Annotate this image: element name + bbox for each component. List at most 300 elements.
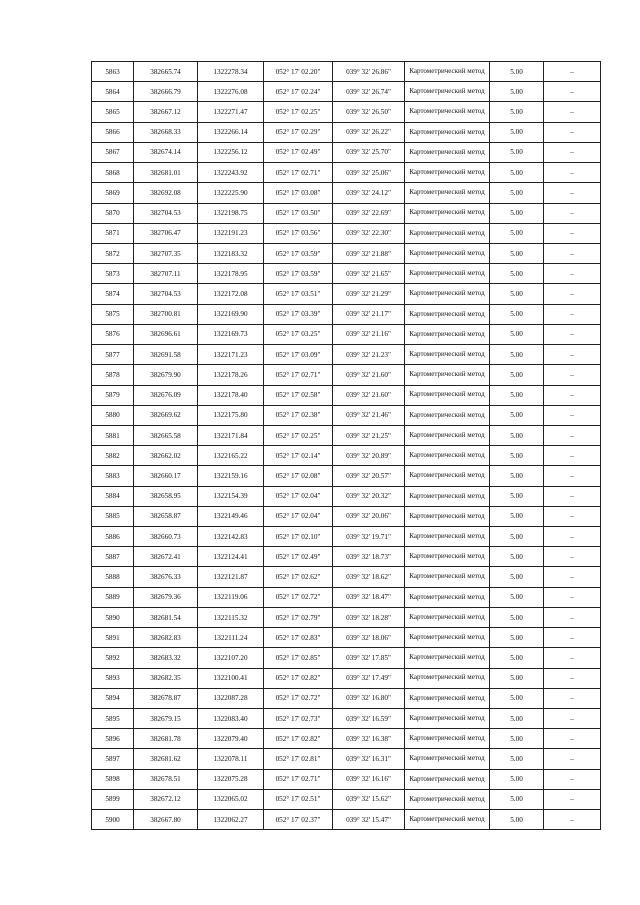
method-cell: Картометрический метод — [405, 284, 490, 304]
longitude-cell: 039° 32' 16.31" — [333, 749, 405, 769]
table-row — [92, 446, 601, 466]
coord-x-cell: 382658.87 — [134, 506, 198, 526]
longitude-cell: 039° 32' 21.88" — [333, 243, 405, 263]
table-row — [92, 82, 601, 102]
precision-cell: 5.00 — [490, 466, 544, 486]
method-cell: Картометрический метод — [405, 304, 490, 324]
precision-cell: 5.00 — [490, 284, 544, 304]
dash-cell: – — [544, 446, 601, 466]
precision-cell: 5.00 — [490, 607, 544, 627]
table-row — [92, 345, 601, 365]
coord-x-cell: 382662.02 — [134, 446, 198, 466]
coord-x-cell: 382665.58 — [134, 425, 198, 445]
point-number-cell: 5888 — [92, 567, 134, 587]
coord-x-cell: 382678.87 — [134, 688, 198, 708]
longitude-cell: 039° 32' 26.22" — [333, 122, 405, 142]
coord-x-cell: 382660.17 — [134, 466, 198, 486]
dash-cell: – — [544, 102, 601, 122]
point-number-cell: 5882 — [92, 446, 134, 466]
precision-cell: 5.00 — [490, 102, 544, 122]
table-row — [92, 607, 601, 627]
dash-cell: – — [544, 628, 601, 648]
coord-y-cell: 1322178.40 — [198, 385, 264, 405]
longitude-cell: 039° 32' 15.47" — [333, 810, 405, 830]
precision-cell: 5.00 — [490, 365, 544, 385]
precision-cell: 5.00 — [490, 628, 544, 648]
point-number-cell: 5873 — [92, 264, 134, 284]
point-number-cell: 5863 — [92, 62, 134, 82]
point-number-cell: 5896 — [92, 729, 134, 749]
coord-y-cell: 1322111.24 — [198, 628, 264, 648]
dash-cell: – — [544, 243, 601, 263]
longitude-cell: 039° 32' 20.57" — [333, 466, 405, 486]
method-cell: Картометрический метод — [405, 810, 490, 830]
coord-y-cell: 1322119.06 — [198, 587, 264, 607]
precision-cell: 5.00 — [490, 668, 544, 688]
table-row — [92, 648, 601, 668]
table-row — [92, 264, 601, 284]
point-number-cell: 5893 — [92, 668, 134, 688]
table-row — [92, 688, 601, 708]
coord-x-cell: 382666.79 — [134, 82, 198, 102]
dash-cell: – — [544, 547, 601, 567]
longitude-cell: 039° 32' 25.06" — [333, 163, 405, 183]
coord-y-cell: 1322142.83 — [198, 527, 264, 547]
precision-cell: 5.00 — [490, 648, 544, 668]
table-row — [92, 810, 601, 830]
coord-y-cell: 1322154.39 — [198, 486, 264, 506]
coord-x-cell: 382674.14 — [134, 142, 198, 162]
table-row — [92, 486, 601, 506]
coord-y-cell: 1322172.08 — [198, 284, 264, 304]
coord-x-cell: 382696.61 — [134, 324, 198, 344]
latitude-cell: 052° 17' 02.24" — [264, 82, 333, 102]
table-row — [92, 284, 601, 304]
dash-cell: – — [544, 567, 601, 587]
latitude-cell: 052° 17' 03.09" — [264, 345, 333, 365]
latitude-cell: 052° 17' 02.79" — [264, 607, 333, 627]
coord-y-cell: 1322124.41 — [198, 547, 264, 567]
coord-x-cell: 382683.32 — [134, 648, 198, 668]
precision-cell: 5.00 — [490, 223, 544, 243]
method-cell: Картометрический метод — [405, 62, 490, 82]
coord-y-cell: 1322065.02 — [198, 789, 264, 809]
coord-y-cell: 1322159.16 — [198, 466, 264, 486]
table-row — [92, 122, 601, 142]
longitude-cell: 039° 32' 21.29" — [333, 284, 405, 304]
coord-y-cell: 1322083.40 — [198, 709, 264, 729]
coord-x-cell: 382672.12 — [134, 789, 198, 809]
latitude-cell: 052° 17' 02.04" — [264, 506, 333, 526]
coord-y-cell: 1322243.92 — [198, 163, 264, 183]
precision-cell: 5.00 — [490, 688, 544, 708]
latitude-cell: 052° 17' 03.08" — [264, 183, 333, 203]
precision-cell: 5.00 — [490, 345, 544, 365]
longitude-cell: 039° 32' 16.38" — [333, 729, 405, 749]
precision-cell: 5.00 — [490, 709, 544, 729]
table-row — [92, 304, 601, 324]
point-number-cell: 5878 — [92, 365, 134, 385]
method-cell: Картометрический метод — [405, 142, 490, 162]
table-row — [92, 709, 601, 729]
longitude-cell: 039° 32' 25.70" — [333, 142, 405, 162]
longitude-cell: 039° 32' 20.06" — [333, 506, 405, 526]
latitude-cell: 052° 17' 02.82" — [264, 729, 333, 749]
coord-y-cell: 1322087.28 — [198, 688, 264, 708]
point-number-cell: 5879 — [92, 385, 134, 405]
coord-y-cell: 1322075.28 — [198, 769, 264, 789]
method-cell: Картометрический метод — [405, 82, 490, 102]
latitude-cell: 052° 17' 02.71" — [264, 163, 333, 183]
dash-cell: – — [544, 527, 601, 547]
coord-x-cell: 382676.09 — [134, 385, 198, 405]
point-number-cell: 5898 — [92, 769, 134, 789]
latitude-cell: 052° 17' 02.49" — [264, 547, 333, 567]
latitude-cell: 052° 17' 02.51" — [264, 789, 333, 809]
coord-x-cell: 382681.54 — [134, 607, 198, 627]
longitude-cell: 039° 32' 18.28" — [333, 607, 405, 627]
longitude-cell: 039° 32' 26.86" — [333, 62, 405, 82]
method-cell: Картометрический метод — [405, 648, 490, 668]
latitude-cell: 052° 17' 03.59" — [264, 243, 333, 263]
coord-x-cell: 382707.35 — [134, 243, 198, 263]
dash-cell: – — [544, 324, 601, 344]
table-row — [92, 466, 601, 486]
coord-y-cell: 1322115.32 — [198, 607, 264, 627]
coord-y-cell: 1322079.40 — [198, 729, 264, 749]
precision-cell: 5.00 — [490, 567, 544, 587]
latitude-cell: 052° 17' 02.58" — [264, 385, 333, 405]
longitude-cell: 039° 32' 20.89" — [333, 446, 405, 466]
coord-y-cell: 1322266.14 — [198, 122, 264, 142]
dash-cell: – — [544, 122, 601, 142]
dash-cell: – — [544, 607, 601, 627]
longitude-cell: 039° 32' 18.73" — [333, 547, 405, 567]
latitude-cell: 052° 17' 02.71" — [264, 365, 333, 385]
table-row — [92, 749, 601, 769]
latitude-cell: 052° 17' 02.81" — [264, 749, 333, 769]
precision-cell: 5.00 — [490, 324, 544, 344]
coord-y-cell: 1322191.23 — [198, 223, 264, 243]
dash-cell: – — [544, 385, 601, 405]
table-row — [92, 567, 601, 587]
coord-y-cell: 1322183.32 — [198, 243, 264, 263]
point-number-cell: 5872 — [92, 243, 134, 263]
dash-cell: – — [544, 203, 601, 223]
table-row — [92, 223, 601, 243]
table-row — [92, 142, 601, 162]
longitude-cell: 039° 32' 24.12" — [333, 183, 405, 203]
point-number-cell: 5870 — [92, 203, 134, 223]
coord-x-cell: 382682.83 — [134, 628, 198, 648]
dash-cell: – — [544, 142, 601, 162]
dash-cell: – — [544, 264, 601, 284]
table-row — [92, 506, 601, 526]
method-cell: Картометрический метод — [405, 506, 490, 526]
coord-y-cell: 1322175.80 — [198, 405, 264, 425]
method-cell: Картометрический метод — [405, 345, 490, 365]
longitude-cell: 039° 32' 26.50" — [333, 102, 405, 122]
point-number-cell: 5874 — [92, 284, 134, 304]
latitude-cell: 052° 17' 03.50" — [264, 203, 333, 223]
point-number-cell: 5866 — [92, 122, 134, 142]
point-number-cell: 5881 — [92, 425, 134, 445]
table-row — [92, 668, 601, 688]
point-number-cell: 5895 — [92, 709, 134, 729]
table-row — [92, 243, 601, 263]
coord-x-cell: 382692.08 — [134, 183, 198, 203]
latitude-cell: 052° 17' 02.08" — [264, 466, 333, 486]
dash-cell: – — [544, 304, 601, 324]
latitude-cell: 052° 17' 02.73" — [264, 709, 333, 729]
point-number-cell: 5877 — [92, 345, 134, 365]
method-cell: Картометрический метод — [405, 385, 490, 405]
dash-cell: – — [544, 789, 601, 809]
coord-y-cell: 1322062.27 — [198, 810, 264, 830]
dash-cell: – — [544, 709, 601, 729]
dash-cell: – — [544, 466, 601, 486]
coord-x-cell: 382679.36 — [134, 587, 198, 607]
precision-cell: 5.00 — [490, 486, 544, 506]
table-row — [92, 729, 601, 749]
longitude-cell: 039° 32' 21.16" — [333, 324, 405, 344]
longitude-cell: 039° 32' 21.60" — [333, 385, 405, 405]
coord-x-cell: 382660.73 — [134, 527, 198, 547]
coord-y-cell: 1322278.34 — [198, 62, 264, 82]
latitude-cell: 052° 17' 02.25" — [264, 102, 333, 122]
point-number-cell: 5884 — [92, 486, 134, 506]
point-number-cell: 5900 — [92, 810, 134, 830]
coord-x-cell: 382667.12 — [134, 102, 198, 122]
dash-cell: – — [544, 506, 601, 526]
precision-cell: 5.00 — [490, 304, 544, 324]
coord-x-cell: 382676.33 — [134, 567, 198, 587]
point-number-cell: 5892 — [92, 648, 134, 668]
latitude-cell: 052° 17' 02.10" — [264, 527, 333, 547]
coord-y-cell: 1322178.95 — [198, 264, 264, 284]
coord-y-cell: 1322256.12 — [198, 142, 264, 162]
table-row — [92, 587, 601, 607]
coord-y-cell: 1322178.26 — [198, 365, 264, 385]
precision-cell: 5.00 — [490, 749, 544, 769]
table-row — [92, 102, 601, 122]
latitude-cell: 052° 17' 02.82" — [264, 668, 333, 688]
method-cell: Картометрический метод — [405, 729, 490, 749]
coord-x-cell: 382700.81 — [134, 304, 198, 324]
latitude-cell: 052° 17' 02.37" — [264, 810, 333, 830]
longitude-cell: 039° 32' 20.32" — [333, 486, 405, 506]
point-number-cell: 5883 — [92, 466, 134, 486]
dash-cell: – — [544, 405, 601, 425]
dash-cell: – — [544, 345, 601, 365]
coord-y-cell: 1322225.90 — [198, 183, 264, 203]
latitude-cell: 052° 17' 02.72" — [264, 688, 333, 708]
dash-cell: – — [544, 365, 601, 385]
precision-cell: 5.00 — [490, 142, 544, 162]
longitude-cell: 039° 32' 16.59" — [333, 709, 405, 729]
precision-cell: 5.00 — [490, 547, 544, 567]
point-number-cell: 5871 — [92, 223, 134, 243]
precision-cell: 5.00 — [490, 789, 544, 809]
precision-cell: 5.00 — [490, 62, 544, 82]
method-cell: Картометрический метод — [405, 264, 490, 284]
method-cell: Картометрический метод — [405, 243, 490, 263]
coord-y-cell: 1322100.41 — [198, 668, 264, 688]
longitude-cell: 039° 32' 19.71" — [333, 527, 405, 547]
table-row — [92, 769, 601, 789]
latitude-cell: 052° 17' 02.72" — [264, 587, 333, 607]
table-row — [92, 789, 601, 809]
dash-cell: – — [544, 668, 601, 688]
method-cell: Картометрический метод — [405, 749, 490, 769]
method-cell: Картометрический метод — [405, 122, 490, 142]
precision-cell: 5.00 — [490, 506, 544, 526]
latitude-cell: 052° 17' 02.83" — [264, 628, 333, 648]
point-number-cell: 5886 — [92, 527, 134, 547]
latitude-cell: 052° 17' 02.85" — [264, 648, 333, 668]
latitude-cell: 052° 17' 02.62" — [264, 567, 333, 587]
coord-y-cell: 1322171.23 — [198, 345, 264, 365]
method-cell: Картометрический метод — [405, 365, 490, 385]
method-cell: Картометрический метод — [405, 607, 490, 627]
latitude-cell: 052° 17' 02.49" — [264, 142, 333, 162]
method-cell: Картометрический метод — [405, 547, 490, 567]
coord-x-cell: 382681.01 — [134, 163, 198, 183]
coord-x-cell: 382704.53 — [134, 284, 198, 304]
precision-cell: 5.00 — [490, 243, 544, 263]
latitude-cell: 052° 17' 02.20" — [264, 62, 333, 82]
latitude-cell: 052° 17' 02.71" — [264, 769, 333, 789]
precision-cell: 5.00 — [490, 446, 544, 466]
point-number-cell: 5899 — [92, 789, 134, 809]
coord-y-cell: 1322149.46 — [198, 506, 264, 526]
table-row — [92, 62, 601, 82]
coord-y-cell: 1322107.20 — [198, 648, 264, 668]
precision-cell: 5.00 — [490, 425, 544, 445]
method-cell: Картометрический метод — [405, 628, 490, 648]
coord-y-cell: 1322078.11 — [198, 749, 264, 769]
point-number-cell: 5880 — [92, 405, 134, 425]
point-number-cell: 5890 — [92, 607, 134, 627]
dash-cell: – — [544, 486, 601, 506]
coord-y-cell: 1322165.22 — [198, 446, 264, 466]
coord-x-cell: 382704.53 — [134, 203, 198, 223]
point-number-cell: 5868 — [92, 163, 134, 183]
dash-cell: – — [544, 587, 601, 607]
method-cell: Картометрический метод — [405, 203, 490, 223]
precision-cell: 5.00 — [490, 729, 544, 749]
method-cell: Картометрический метод — [405, 587, 490, 607]
table-row — [92, 527, 601, 547]
point-number-cell: 5891 — [92, 628, 134, 648]
coord-y-cell: 1322271.47 — [198, 102, 264, 122]
precision-cell: 5.00 — [490, 82, 544, 102]
longitude-cell: 039° 32' 16.80" — [333, 688, 405, 708]
point-number-cell: 5865 — [92, 102, 134, 122]
dash-cell: – — [544, 425, 601, 445]
longitude-cell: 039° 32' 17.49" — [333, 668, 405, 688]
point-number-cell: 5869 — [92, 183, 134, 203]
dash-cell: – — [544, 769, 601, 789]
longitude-cell: 039° 32' 16.16" — [333, 769, 405, 789]
longitude-cell: 039° 32' 21.23" — [333, 345, 405, 365]
longitude-cell: 039° 32' 21.65" — [333, 264, 405, 284]
precision-cell: 5.00 — [490, 810, 544, 830]
coord-x-cell: 382658.95 — [134, 486, 198, 506]
latitude-cell: 052° 17' 03.25" — [264, 324, 333, 344]
point-number-cell: 5887 — [92, 547, 134, 567]
table-row — [92, 405, 601, 425]
dash-cell: – — [544, 284, 601, 304]
coordinates-table — [91, 61, 601, 830]
method-cell: Картометрический метод — [405, 405, 490, 425]
dash-cell: – — [544, 688, 601, 708]
table-row — [92, 628, 601, 648]
precision-cell: 5.00 — [490, 587, 544, 607]
coord-x-cell: 382668.33 — [134, 122, 198, 142]
coord-x-cell: 382682.35 — [134, 668, 198, 688]
longitude-cell: 039° 32' 22.30" — [333, 223, 405, 243]
coord-x-cell: 382669.62 — [134, 405, 198, 425]
longitude-cell: 039° 32' 21.17" — [333, 304, 405, 324]
dash-cell: – — [544, 729, 601, 749]
coord-x-cell: 382672.41 — [134, 547, 198, 567]
longitude-cell: 039° 32' 18.47" — [333, 587, 405, 607]
coord-y-cell: 1322169.73 — [198, 324, 264, 344]
dash-cell: – — [544, 648, 601, 668]
longitude-cell: 039° 32' 26.74" — [333, 82, 405, 102]
latitude-cell: 052° 17' 02.25" — [264, 425, 333, 445]
coord-y-cell: 1322121.87 — [198, 567, 264, 587]
coord-y-cell: 1322169.90 — [198, 304, 264, 324]
method-cell: Картометрический метод — [405, 567, 490, 587]
latitude-cell: 052° 17' 03.59" — [264, 264, 333, 284]
method-cell: Картометрический метод — [405, 769, 490, 789]
precision-cell: 5.00 — [490, 183, 544, 203]
longitude-cell: 039° 32' 22.69" — [333, 203, 405, 223]
method-cell: Картометрический метод — [405, 425, 490, 445]
latitude-cell: 052° 17' 02.29" — [264, 122, 333, 142]
point-number-cell: 5885 — [92, 506, 134, 526]
precision-cell: 5.00 — [490, 769, 544, 789]
longitude-cell: 039° 32' 17.85" — [333, 648, 405, 668]
coord-x-cell: 382665.74 — [134, 62, 198, 82]
point-number-cell: 5864 — [92, 82, 134, 102]
method-cell: Картометрический метод — [405, 709, 490, 729]
longitude-cell: 039° 32' 15.62" — [333, 789, 405, 809]
precision-cell: 5.00 — [490, 385, 544, 405]
latitude-cell: 052° 17' 03.56" — [264, 223, 333, 243]
table-row — [92, 365, 601, 385]
coord-x-cell: 382706.47 — [134, 223, 198, 243]
dash-cell: – — [544, 183, 601, 203]
coord-x-cell: 382691.58 — [134, 345, 198, 365]
method-cell: Картометрический метод — [405, 688, 490, 708]
table-row — [92, 203, 601, 223]
precision-cell: 5.00 — [490, 203, 544, 223]
method-cell: Картометрический метод — [405, 466, 490, 486]
dash-cell: – — [544, 82, 601, 102]
latitude-cell: 052° 17' 03.51" — [264, 284, 333, 304]
coord-x-cell: 382681.78 — [134, 729, 198, 749]
latitude-cell: 052° 17' 02.14" — [264, 446, 333, 466]
coordinates-table-body — [92, 62, 601, 830]
longitude-cell: 039° 32' 21.60" — [333, 365, 405, 385]
point-number-cell: 5875 — [92, 304, 134, 324]
coord-y-cell: 1322198.75 — [198, 203, 264, 223]
method-cell: Картометрический метод — [405, 527, 490, 547]
coord-x-cell: 382681.62 — [134, 749, 198, 769]
